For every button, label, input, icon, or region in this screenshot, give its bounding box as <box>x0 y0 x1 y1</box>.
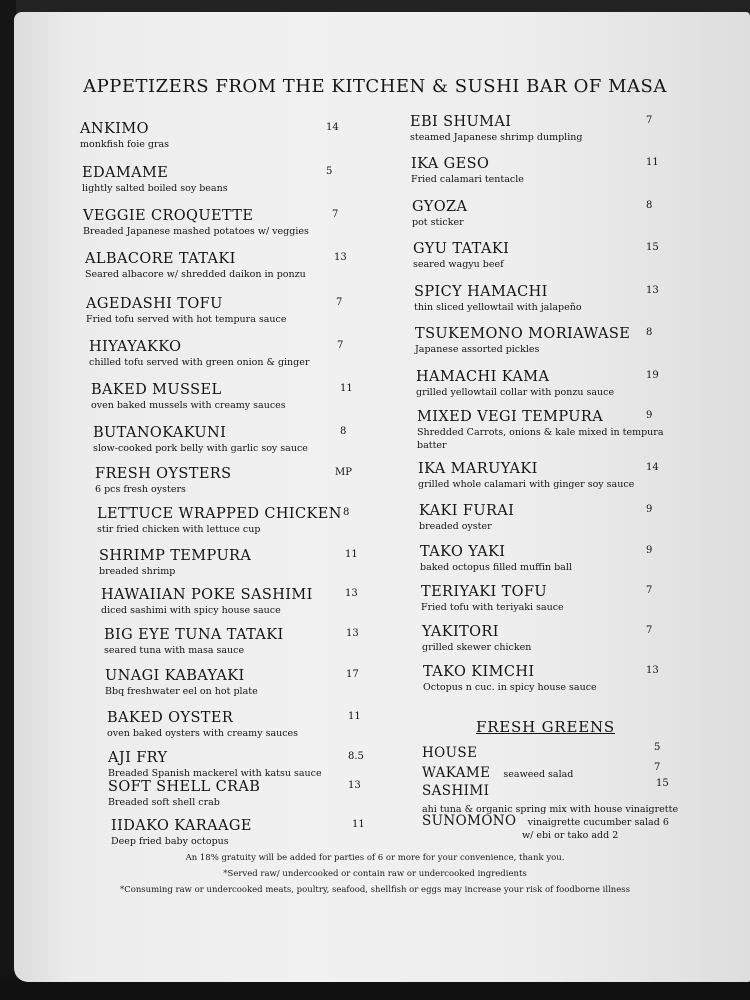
menu-item-name: BUTANOKAKUNI <box>93 425 227 441</box>
menu-item-price: 8 <box>340 426 347 437</box>
menu-item-description: chilled tofu served with green onion & ginger <box>89 357 310 368</box>
greens-sunomono-name: SUNOMONO <box>422 813 517 829</box>
menu-item-agedashi-tofu <box>86 296 287 326</box>
menu-item-description: thin sliced yellowtail with jalapeño <box>414 302 582 313</box>
greens-wakame-name: WAKAME <box>422 765 491 781</box>
menu-item-price: 8.5 <box>348 751 364 762</box>
menu-item-price: 11 <box>646 157 659 168</box>
menu-item-price: 13 <box>345 588 358 599</box>
menu-item-price: 13 <box>646 665 659 676</box>
menu-item-baked-mussel <box>91 382 286 412</box>
menu-item-price: 9 <box>646 504 653 515</box>
greens-sunomono-desc: vinaigrette cucumber salad 6 <box>527 817 669 828</box>
menu-item-description: baked octopus filled muffin ball <box>420 562 572 573</box>
menu-item-shrimp-tempura <box>99 548 251 578</box>
menu-item-price: 17 <box>346 669 359 680</box>
menu-item-price: 11 <box>340 383 353 394</box>
menu-item-name: ALBACORE TATAKI <box>85 251 236 267</box>
menu-item-name: TSUKEMONO MORIAWASE <box>415 326 631 342</box>
menu-item-description: Octopus n cuc. in spicy house sauce <box>423 682 597 693</box>
menu-item-name: FRESH OYSTERS <box>95 466 232 482</box>
menu-item-price: 5 <box>326 166 333 177</box>
menu-item-description: steamed Japanese shrimp dumpling <box>410 132 583 143</box>
menu-item-description: monkfish foie gras <box>80 139 170 150</box>
menu-item-price: 8 <box>343 507 350 518</box>
menu-item-name: TERIYAKI TOFU <box>421 584 548 600</box>
menu-item-edamame <box>82 165 228 195</box>
menu-item-description: stir fried chicken with lettuce cup <box>97 524 261 535</box>
greens-sashimi-name: SASHIMI <box>422 783 490 799</box>
greens-sashimi-price: 15 <box>656 778 669 789</box>
menu-item-name: KAKI FURAI <box>419 503 515 519</box>
menu-item-name: IKA GESO <box>411 156 490 172</box>
menu-item-description: Shredded Carrots, onions & kale mixed in tempura <box>417 427 664 438</box>
menu-item-price: 14 <box>646 462 659 473</box>
menu-item-name: HIYAYAKKO <box>89 339 182 355</box>
menu-item-gyoza <box>412 199 467 229</box>
menu-item-name: AGEDASHI TOFU <box>86 296 223 312</box>
menu-item-description: Fried tofu with teriyaki sauce <box>421 602 564 613</box>
menu-item-description: Japanese assorted pickles <box>415 344 540 355</box>
menu-item-veggie-croquette <box>83 208 309 238</box>
menu-item-price: 7 <box>646 585 653 596</box>
menu-item-name: BAKED MUSSEL <box>91 382 222 398</box>
menu-item-description: grilled yellowtail collar with ponzu sauce <box>416 387 615 398</box>
menu-item-mixed-vegi-tempura <box>417 409 664 452</box>
menu-item-big-eye-tuna-tataki <box>104 627 284 657</box>
greens-sunomono-addon-row <box>522 823 618 842</box>
menu-item-name: BAKED OYSTER <box>107 710 234 726</box>
menu-item-name: SOFT SHELL CRAB <box>108 779 261 795</box>
menu-item-name: VEGGIE CROQUETTE <box>83 208 254 224</box>
menu-item-name: YAKITORI <box>422 624 499 640</box>
menu-item-price: 8 <box>646 327 653 338</box>
menu-item-price: 11 <box>345 549 358 560</box>
menu-item-description: oven baked mussels with creamy sauces <box>91 400 286 411</box>
menu-item-description-cont: batter <box>417 440 447 451</box>
menu-item-price: 13 <box>346 628 359 639</box>
menu-item-unagi-kabayaki <box>105 668 258 698</box>
menu-item-name: TAKO YAKI <box>420 544 506 560</box>
menu-item-price: 14 <box>326 122 339 133</box>
menu-item-price: 11 <box>352 819 365 830</box>
menu-item-description: Breaded Spanish mackerel with katsu sauce <box>108 768 322 779</box>
menu-item-name: IIDAKO KARAAGE <box>111 818 252 834</box>
greens-sunomono-addon: w/ ebi or tako add 2 <box>522 830 619 841</box>
menu-item-name: UNAGI KABAYAKI <box>105 668 245 684</box>
menu-item-description: Breaded soft shell crab <box>108 797 220 808</box>
greens-house-price: 5 <box>654 742 661 753</box>
menu-item-ika-maruyaki <box>418 461 634 491</box>
menu-item-description: breaded shrimp <box>99 566 176 577</box>
menu-item-description: Fried calamari tentacle <box>411 174 524 185</box>
menu-item-price: 7 <box>336 297 343 308</box>
menu-item-butanokakuni <box>93 425 308 455</box>
menu-item-name: ANKIMO <box>80 121 149 137</box>
menu-item-name: SPICY HAMACHI <box>414 284 548 300</box>
menu-item-price: 13 <box>334 252 347 263</box>
menu-item-teriyaki-tofu <box>421 584 564 614</box>
menu-item-description: diced sashimi with spicy house sauce <box>101 605 281 616</box>
menu-item-description: oven baked oysters with creamy sauces <box>107 728 299 739</box>
menu-item-soft-shell-crab <box>108 779 260 809</box>
menu-title: APPETIZERS FROM THE KITCHEN & SUSHI BAR OF MASA <box>83 76 667 97</box>
menu-item-iidako-karaage <box>111 818 252 848</box>
menu-item-description: Bbq freshwater eel on hot plate <box>105 686 258 697</box>
menu-item-gyu-tataki <box>413 241 509 271</box>
raw-ingredients-note: *Served raw/ undercooked or contain raw or undercooked ingredients <box>223 869 527 879</box>
menu-item-tsukemono-moriawase <box>415 326 630 356</box>
menu-item-name: GYOZA <box>412 199 468 215</box>
greens-sashimi-desc: ahi tuna & organic spring mix with house vinaigrette <box>422 804 679 815</box>
menu-item-aji-fry <box>108 750 322 780</box>
menu-item-name: SHRIMP TEMPURA <box>99 548 252 564</box>
menu-item-ankimo <box>80 121 169 151</box>
menu-item-description: Seared albacore w/ shredded daikon in ponzu <box>85 269 306 280</box>
foodborne-illness-warning: *Consuming raw or undercooked meats, poultry, seafood, shellfish or eggs may increase your risk of foodborne illness <box>119 885 631 895</box>
menu-item-spicy-hamachi <box>414 284 582 314</box>
menu-item-description: slow-cooked pork belly with garlic soy sauce <box>93 443 308 454</box>
menu-item-description: grilled whole calamari with ginger soy sauce <box>418 479 635 490</box>
menu-item-tako-kimchi <box>423 664 597 694</box>
greens-wakame-price: 7 <box>654 762 661 773</box>
gratuity-note: An 18% gratuity will be added for parties of 6 or more for your convenience, thank you. <box>185 853 565 863</box>
menu-item-name: HAMACHI KAMA <box>416 369 550 385</box>
greens-wakame-row <box>422 762 573 782</box>
menu-item-name: EDAMAME <box>82 165 169 181</box>
menu-item-description: seared wagyu beef <box>413 259 504 270</box>
menu-item-description: breaded oyster <box>419 521 492 532</box>
menu-item-name: AJI FRY <box>108 750 168 766</box>
menu-item-price: 9 <box>646 410 653 421</box>
menu-item-name: GYU TATAKI <box>413 241 510 257</box>
menu-item-description: 6 pcs fresh oysters <box>95 484 186 495</box>
menu-item-fresh-oysters <box>95 466 231 496</box>
menu-item-baked-oyster <box>107 710 298 740</box>
menu-item-yakitori <box>422 624 531 654</box>
menu-item-price: MP <box>335 467 352 478</box>
menu-item-description: Breaded Japanese mashed potatoes w/ veggies <box>83 226 309 237</box>
greens-house-name: HOUSE <box>422 745 478 761</box>
menu-item-description: Deep fried baby octopus <box>111 836 229 847</box>
menu-item-albacore-tataki <box>85 251 306 281</box>
menu-item-price: 11 <box>348 711 361 722</box>
menu-item-name: MIXED VEGI TEMPURA <box>417 409 604 425</box>
menu-item-description: seared tuna with masa sauce <box>104 645 245 656</box>
menu-item-hamachi-kama <box>416 369 614 399</box>
menu-item-name: BIG EYE TUNA TATAKI <box>104 627 284 643</box>
menu-item-description: grilled skewer chicken <box>422 642 532 653</box>
menu-item-price: 19 <box>646 370 659 381</box>
menu-item-description: Fried tofu served with hot tempura sauce <box>86 314 287 325</box>
menu-item-price: 9 <box>646 545 653 556</box>
greens-house-row <box>422 742 477 762</box>
menu-item-kaki-furai <box>419 503 514 533</box>
menu-item-price: 15 <box>646 242 659 253</box>
fresh-greens-heading: FRESH GREENS <box>476 718 615 736</box>
menu-item-lettuce-wrapped-chicken <box>97 506 342 536</box>
menu-item-price: 7 <box>646 115 653 126</box>
menu-item-price: 7 <box>646 625 653 636</box>
menu-item-hawaiian-poke-sashimi <box>101 587 313 617</box>
menu-item-name: IKA MARUYAKI <box>418 461 538 477</box>
menu-item-price: 13 <box>646 285 659 296</box>
menu-item-description: pot sticker <box>412 217 464 228</box>
menu-item-tako-yaki <box>420 544 572 574</box>
menu-item-ika-geso <box>411 156 524 186</box>
menu-item-ebi-shumai <box>410 114 582 144</box>
menu-item-price: 7 <box>332 209 339 220</box>
menu-item-name: LETTUCE WRAPPED CHICKEN <box>97 506 342 522</box>
menu-item-description: lightly salted boiled soy beans <box>82 183 228 194</box>
menu-item-price: 13 <box>348 780 361 791</box>
greens-wakame-desc: seaweed salad <box>503 769 574 780</box>
menu-item-price: 8 <box>646 200 653 211</box>
menu-item-name: HAWAIIAN POKE SASHIMI <box>101 587 313 603</box>
menu-item-hiyayakko <box>89 339 309 369</box>
menu-item-price: 7 <box>337 340 344 351</box>
menu-item-name: EBI SHUMAI <box>410 114 512 130</box>
menu-item-name: TAKO KIMCHI <box>423 664 535 680</box>
